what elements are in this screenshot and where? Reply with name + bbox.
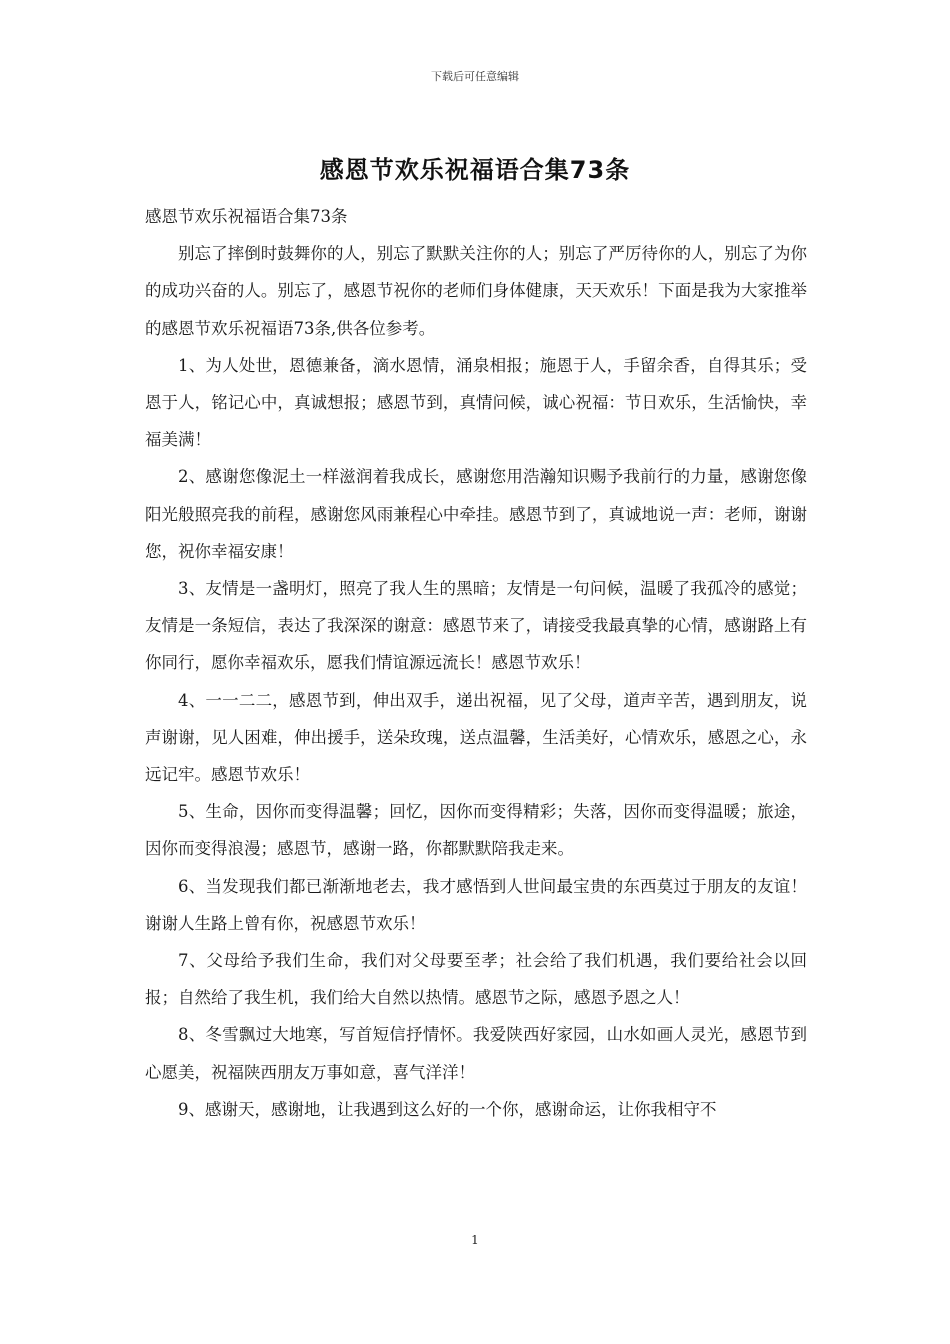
list-item: 3、友情是一盏明灯，照亮了我人生的黑暗；友情是一句问候，温暖了我孤冷的感觉；友情是一条短信，表达了我深深的谢意：感恩节来了，请接受我最真挚的心情，感谢路上有你同行，愿你幸福欢乐，愿我们情谊源远流长！感恩节欢乐！ — [145, 579, 807, 673]
intro-paragraph: 别忘了摔倒时鼓舞你的人，别忘了默默关注你的人；别忘了严厉待你的人，别忘了为你的成功兴奋的人。别忘了，感恩节祝你的老师们身体健康，天天欢乐！下面是我为大家推举的感恩节欢乐祝福语73条,供各位参考。 — [145, 244, 807, 338]
page-number: 1 — [471, 1233, 479, 1247]
document-title: 感恩节欢乐祝福语合集73条 — [319, 156, 631, 184]
list-item: 8、冬雪飘过大地寒，写首短信抒情怀。我爱陕西好家园，山水如画人灵光，感恩节到心愿美，祝福陕西朋友万事如意，喜气洋洋！ — [145, 1025, 807, 1082]
list-item: 7、父母给予我们生命，我们对父母要至孝；社会给了我们机遇，我们要给社会以回报；自然给了我生机，我们给大自然以热情。感恩节之际，感恩予恩之人！ — [145, 951, 807, 1008]
list-item: 6、当发现我们都已渐渐地老去，我才感悟到人世间最宝贵的东西莫过于朋友的友谊！谢谢人生路上曾有你，祝感恩节欢乐！ — [145, 876, 807, 933]
subtitle-line: 感恩节欢乐祝福语合集73条 — [145, 207, 348, 226]
header-note: 下载后可任意编辑 — [431, 70, 519, 83]
list-item: 1、为人处世，恩德兼备，滴水恩情，涌泉相报；施恩于人，手留余香，自得其乐；受恩于人，铭记心中，真诚想报；感恩节到，真情问候，诚心祝福：节日欢乐，生活愉快，幸福美满！ — [145, 355, 807, 450]
document-body — [145, 198, 807, 1128]
list-item: 5、生命，因你而变得温馨；回忆，因你而变得精彩；失落，因你而变得温暖；旅途，因你而变得浪漫；感恩节，感谢一路，你都默默陪我走来。 — [145, 802, 807, 859]
list-item: 4、一一二二，感恩节到，伸出双手，递出祝福，见了父母，道声辛苦，遇到朋友，说声谢谢，见人困难，伸出援手，送朵玫瑰，送点温馨，生活美好，心情欢乐，感恩之心，永远记牢。感恩节欢乐！ — [145, 690, 807, 785]
list-item: 9、感谢天，感谢地，让我遇到这么好的一个你，感谢命运，让你我相守不 — [178, 1099, 717, 1119]
list-item: 2、感谢您像泥土一样滋润着我成长，感谢您用浩瀚知识赐予我前行的力量，感谢您像阳光般照亮我的前程，感谢您风雨兼程心中牵挂。感恩节到了，真诚地说一声：老师，谢谢您，祝你幸福安康！ — [145, 467, 807, 561]
